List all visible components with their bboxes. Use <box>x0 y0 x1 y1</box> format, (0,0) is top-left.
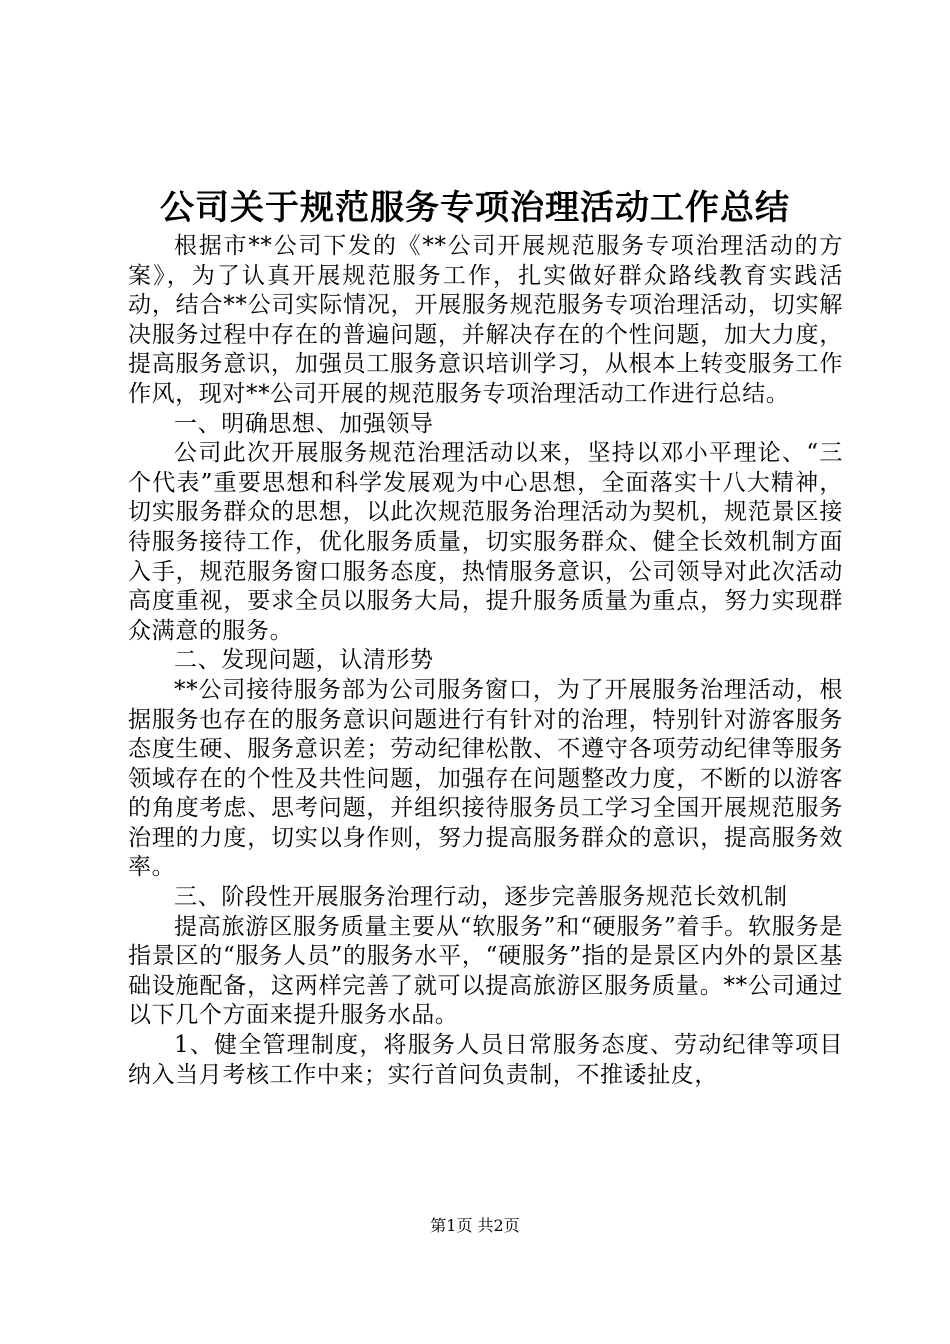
document-title: 公司关于规范服务专项治理活动工作总结 <box>160 188 790 228</box>
section-heading-1: 一、明确思想、加强领导 <box>174 410 434 437</box>
section-3-paragraph: 提高旅游区服务质量主要从“软服务”和“硬服务”着手。软服务是指景区的“服务人员”的服务水平，“硬服务”指的是景区内外的景区基础设施配备，这两样完善了就可以提高旅游区服务质量。**公司通过以下几个方面来提升服务水品。 <box>128 913 843 1029</box>
document-body <box>128 232 843 1090</box>
page-footer: 第1页 共2页 <box>430 1216 520 1235</box>
section-heading-3: 三、阶段性开展服务治理行动，逐步完善服务规范长效机制 <box>174 884 788 911</box>
intro-paragraph: 根据市**公司下发的《**公司开展规范服务专项治理活动的方案》，为了认真开展规范服务工作，扎实做好群众路线教育实践活动，结合**公司实际情况，开展服务规范服务专项治理活动，切实解决服务过程中存在的普遍问题，并解决存在的个性问题，加大力度，提高服务意识，加强员工服务意识培训学习，从根本上转变服务工作作风，现对**公司开展的规范服务专项治理活动工作进行总结。 <box>128 233 843 407</box>
section-heading-2: 二、发现问题，认清形势 <box>174 647 434 674</box>
section-1-paragraph: 公司此次开展服务规范治理活动以来，坚持以邓小平理论、“三个代表”重要思想和科学发展观为中心思想，全面落实十八大精神，切实服务群众的思想，以此次规范服务治理活动为契机，规范景区接待服务接待工作，优化服务质量，切实服务群众、健全长效机制方面入手，规范服务窗口服务态度，热情服务意识，公司领导对此次活动高度重视，要求全员以服务大局，提升服务质量为重点，努力实现群众满意的服务。 <box>128 440 843 644</box>
list-item-1-paragraph: 1、健全管理制度，将服务人员日常服务态度、劳动纪律等项目纳入当月考核工作中来；实行首问负责制，不推诿扯皮， <box>128 1032 843 1088</box>
section-2-paragraph: **公司接待服务部为公司服务窗口，为了开展服务治理活动，根据服务也存在的服务意识问题进行有针对的治理，特别针对游客服务态度生硬、服务意识差；劳动纪律松散、不遵守各项劳动纪律等服务领域存在的个性及共性问题，加强存在问题整改力度，不断的以游客的角度考虑、思考问题，并组织接待服务员工学习全国开展规范服务治理的力度，切实以身作则，努力提高服务群众的意识，提高服务效率。 <box>128 676 843 881</box>
